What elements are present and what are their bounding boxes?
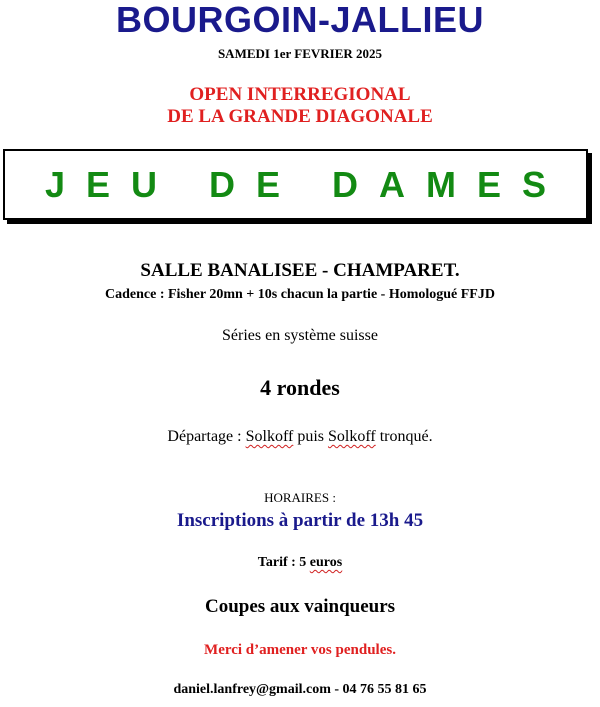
banner-title: JEU DE DAMES <box>44 163 568 205</box>
cadence: Cadence : Fisher 20mn + 10s chacun la partie - Homologué FFJD <box>105 287 495 302</box>
fee-currency: euros <box>309 555 343 570</box>
fee <box>0 554 600 572</box>
tiebreak-mid: puis <box>293 428 328 445</box>
tiebreak <box>0 427 600 447</box>
tiebreak-suffix: tronqué. <box>375 428 433 445</box>
fee-prefix: Tarif : 5 <box>257 555 310 570</box>
tiebreak-prefix: Départage : <box>167 428 246 445</box>
event-date: SAMEDI 1er FEVRIER 2025 <box>217 46 383 61</box>
prizes: Coupes aux vainqueurs <box>204 596 396 617</box>
contact <box>0 681 600 699</box>
note: Merci d’amener vos pendules. <box>204 642 396 658</box>
registration-time: Inscriptions à partir de 13h 45 <box>176 510 424 531</box>
series-format: Séries en système suisse <box>222 327 378 344</box>
rounds: 4 rondes <box>260 375 340 400</box>
schedule-label: HORAIRES : <box>264 490 336 505</box>
tiebreak-word1: Solkoff <box>245 428 294 445</box>
tiebreak-word2: Solkoff <box>327 428 376 445</box>
contact-phone: 04 76 55 81 65 <box>342 682 427 697</box>
contact-separator: - <box>330 682 343 697</box>
city-title: BOURGOIN-JALLIEU <box>116 0 484 40</box>
contact-email[interactable]: daniel.lanfrey@gmail.com <box>173 682 331 697</box>
event-name-line1: OPEN INTERREGIONAL <box>189 84 411 105</box>
title-banner <box>3 149 588 220</box>
venue: SALLE BANALISEE - CHAMPARET. <box>140 260 460 281</box>
event-name-line2: DE LA GRANDE DIAGONALE <box>167 106 433 127</box>
